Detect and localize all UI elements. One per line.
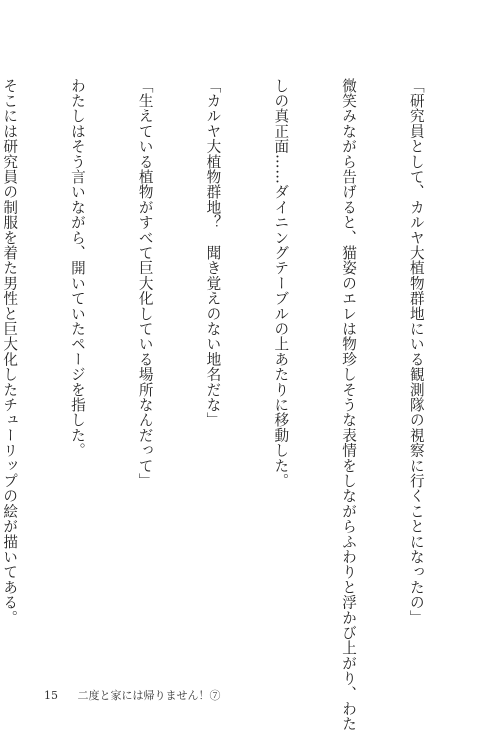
text-line: 微笑みながら告げると、猫姿のエレは物珍しそうな表情をしながらふわりと浮かび上がり、わた bbox=[340, 78, 358, 732]
text-line: 「研究員として、カルヤ大植物群地にいる観測隊の視察に行くことになったの」 bbox=[407, 78, 425, 626]
text-line: そこには研究員の制服を着た男性と巨大化したチューリップの絵が描いてある。 bbox=[1, 78, 19, 626]
text-line: わたしはそう言いながら、開いていたページを指した。 bbox=[68, 78, 86, 458]
page-number: 15 bbox=[44, 689, 58, 702]
text-line: 「カルヤ大植物群地？ 聞き覚えのない地名だな」 bbox=[204, 78, 222, 428]
page-footer bbox=[44, 687, 221, 703]
text-line: 「生えている植物がすべて巨大化している場所なんだって」 bbox=[136, 78, 154, 489]
text-line: しの真正面……ダイニングテーブルの上あたりに移動した。 bbox=[272, 78, 290, 489]
book-title: 二度と家には帰りません！⑦ bbox=[77, 689, 221, 702]
